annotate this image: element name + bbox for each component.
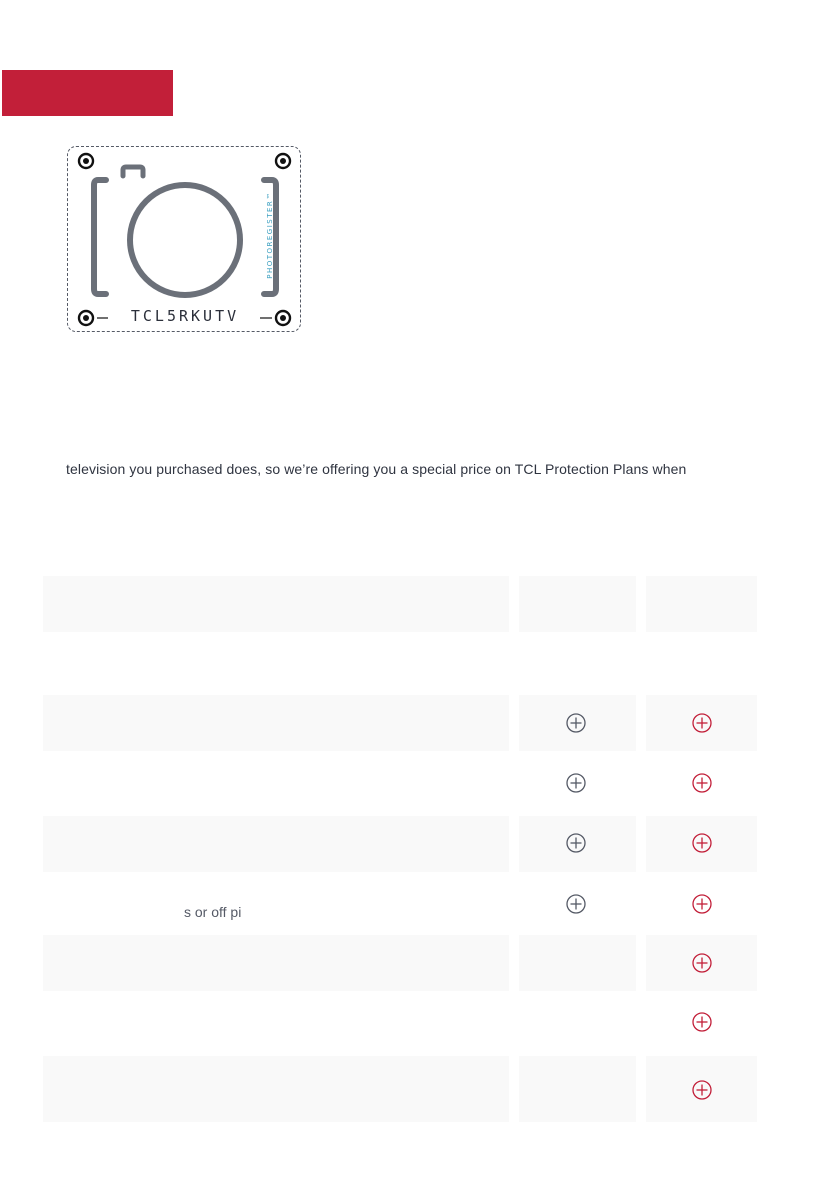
plus-circle-icon bbox=[692, 833, 712, 853]
photo-register-card[interactable] bbox=[67, 146, 301, 332]
product-code: TCL5RKUTV bbox=[130, 307, 240, 325]
body-paragraph-line: television you purchased does, so we’re offering you a special price on TCL Protection Plans when bbox=[66, 461, 687, 477]
plus-circle-icon bbox=[692, 773, 712, 793]
table-header-cell-premium bbox=[646, 576, 757, 632]
plus-circle-icon bbox=[692, 953, 712, 973]
plus-circle-icon bbox=[692, 894, 712, 914]
table-cell bbox=[519, 935, 636, 991]
registration-mark-icon bbox=[276, 154, 290, 168]
plus-circle-icon bbox=[566, 894, 586, 914]
table-header-cell-basic bbox=[519, 576, 636, 632]
table-row bbox=[43, 695, 509, 751]
photoregister-label: PHOTOREGISTER™ bbox=[266, 191, 274, 279]
plus-circle-icon bbox=[566, 713, 586, 733]
banner-divider bbox=[2, 116, 173, 118]
table-row bbox=[43, 816, 509, 872]
plus-circle-icon bbox=[692, 713, 712, 733]
table-row bbox=[43, 1056, 509, 1122]
section-header-banner bbox=[2, 70, 173, 116]
plus-circle-icon bbox=[566, 773, 586, 793]
table-row bbox=[43, 935, 509, 991]
plus-circle-icon bbox=[566, 833, 586, 853]
table-cell bbox=[519, 1056, 636, 1122]
table-row bbox=[43, 576, 509, 632]
plus-circle-icon bbox=[692, 1012, 712, 1032]
registration-mark-icon bbox=[79, 154, 93, 168]
feature-text-fragment: s or off pi bbox=[184, 904, 242, 920]
plus-circle-icon bbox=[692, 1080, 712, 1100]
